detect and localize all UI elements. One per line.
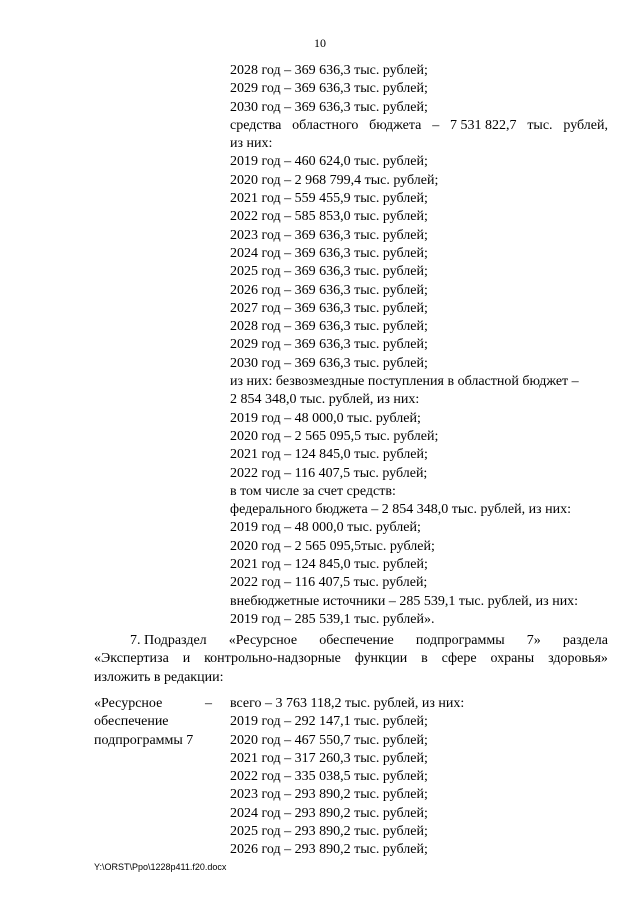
word: 7»	[526, 633, 541, 648]
word: –	[432, 117, 440, 133]
text-line: 2030 год – 369 636,3 тыс. рублей;	[230, 355, 428, 371]
page-number: 10	[314, 36, 326, 50]
text-line: 2019 год – 460 624,0 тыс. рублей;	[230, 154, 428, 170]
text-line: 2020 год – 2 968 799,4 тыс. рублей;	[230, 172, 439, 188]
text-line: «Ресурсное	[94, 696, 163, 711]
word: функции	[354, 651, 408, 667]
text-line: 2019 год – 48 000,0 тыс. рублей;	[230, 410, 421, 426]
text-line: 2020 год – 467 550,7 тыс. рублей;	[230, 732, 428, 748]
text-line: 2022 год – 116 407,5 тыс. рублей;	[230, 465, 428, 481]
text-line: 2024 год – 369 636,3 тыс. рублей;	[230, 245, 428, 261]
word: и	[182, 651, 191, 667]
resource-label	[94, 695, 204, 750]
text-line: 2025 год – 293 890,2 тыс. рублей;	[230, 824, 428, 840]
text-line: всего – 3 763 118,2 тыс. рублей, из них:	[230, 696, 465, 711]
text-line: подпрограммы 7	[94, 732, 194, 748]
text-line: 2030 год – 369 636,3 тыс. рублей;	[230, 99, 428, 115]
including-line: в том числе за счет средств:	[230, 483, 396, 499]
word: рублей,	[563, 117, 608, 133]
text-line: 2021 год – 124 845,0 тыс. рублей;	[230, 447, 428, 463]
text-line: 2029 год – 369 636,3 тыс. рублей;	[230, 81, 428, 97]
word: тыс.	[527, 117, 553, 133]
word: обеспечение	[319, 633, 394, 648]
extrabudget-line: внебюджетные источники – 285 539,1 тыс. рублей, из них:	[230, 593, 579, 609]
paragraph-7-line-2	[94, 650, 608, 668]
word: «Ресурсное	[228, 633, 298, 648]
text-line: 2019 год – 48 000,0 тыс. рублей;	[230, 520, 421, 536]
word: в	[421, 651, 428, 667]
word: 7. Подраздел	[130, 633, 207, 648]
federal-line: федерального бюджета – 2 854 348,0 тыс. рублей, из них:	[230, 502, 571, 518]
paragraph-7-line-3: изложить в редакции:	[94, 669, 224, 685]
text-line: 2023 год – 293 890,2 тыс. рублей;	[230, 787, 428, 803]
funding-block	[230, 62, 608, 629]
text-line: 2020 год – 2 565 095,5 тыс. рублей;	[230, 428, 439, 444]
gratuitous-tail: 2 854 348,0 тыс. рублей, из них:	[230, 392, 420, 408]
text-line: 2023 год – 369 636,3 тыс. рублей;	[230, 227, 428, 243]
text-line: 2021 год – 317 260,3 тыс. рублей;	[230, 750, 428, 766]
lines-d	[230, 519, 608, 592]
text-line: обеспечение	[94, 714, 169, 730]
text-line: 2025 год – 369 636,3 тыс. рублей;	[230, 264, 428, 280]
word: средства	[230, 117, 282, 133]
lines-c	[230, 410, 608, 483]
resource-dash: –	[205, 696, 212, 711]
text-line: 2021 год – 124 845,0 тыс. рублей;	[230, 557, 428, 573]
gratuitous-line: из них: безвозмездные поступления в областной бюджет –	[230, 374, 579, 390]
extrabudget-2019-line: 2019 год – 285 539,1 тыс. рублей».	[230, 611, 435, 627]
regional-budget-line	[230, 117, 608, 135]
text-line: 2029 год – 369 636,3 тыс. рублей;	[230, 337, 428, 353]
word: сфере	[441, 651, 477, 667]
paragraph-7-line-1	[94, 632, 608, 650]
text-line: 2027 год – 369 636,3 тыс. рублей;	[230, 300, 428, 316]
lines-a	[230, 62, 608, 117]
word: «Экспертиза	[94, 651, 169, 667]
text-line: 2028 год – 369 636,3 тыс. рублей;	[230, 63, 428, 78]
text-line: 2020 год – 2 565 095,5тыс. рублей;	[230, 538, 435, 554]
paragraph-7	[94, 632, 608, 687]
word: здоровья»	[548, 651, 608, 667]
word: охраны	[490, 651, 535, 667]
text-line: 2028 год – 369 636,3 тыс. рублей;	[230, 319, 428, 335]
file-path-footer: Y:\ORST\Ppo\1228p411.f20.docx	[94, 862, 227, 872]
text-line: 2022 год – 335 038,5 тыс. рублей;	[230, 769, 428, 785]
text-line: 2026 год – 293 890,2 тыс. рублей;	[230, 842, 428, 858]
text-line: 2019 год – 292 147,1 тыс. рублей;	[230, 714, 428, 730]
text-line: 2026 год – 369 636,3 тыс. рублей;	[230, 282, 428, 298]
text-line: 2022 год – 116 407,5 тыс. рублей;	[230, 575, 428, 591]
word: подпрограммы	[415, 633, 505, 648]
lines-b	[230, 153, 608, 373]
word: бюджета	[369, 117, 422, 133]
word: контрольно-надзорные	[204, 651, 341, 667]
text-line: 2021 год – 559 455,9 тыс. рублей;	[230, 191, 428, 207]
regional-budget-tail: из них:	[230, 136, 273, 152]
text-line: 2022 год – 585 853,0 тыс. рублей;	[230, 209, 428, 225]
word: 7 531 822,7	[450, 117, 517, 133]
word: областного	[292, 117, 359, 133]
text-line: 2024 год – 293 890,2 тыс. рублей;	[230, 805, 428, 821]
resource-values	[230, 695, 464, 860]
word: раздела	[562, 633, 608, 648]
